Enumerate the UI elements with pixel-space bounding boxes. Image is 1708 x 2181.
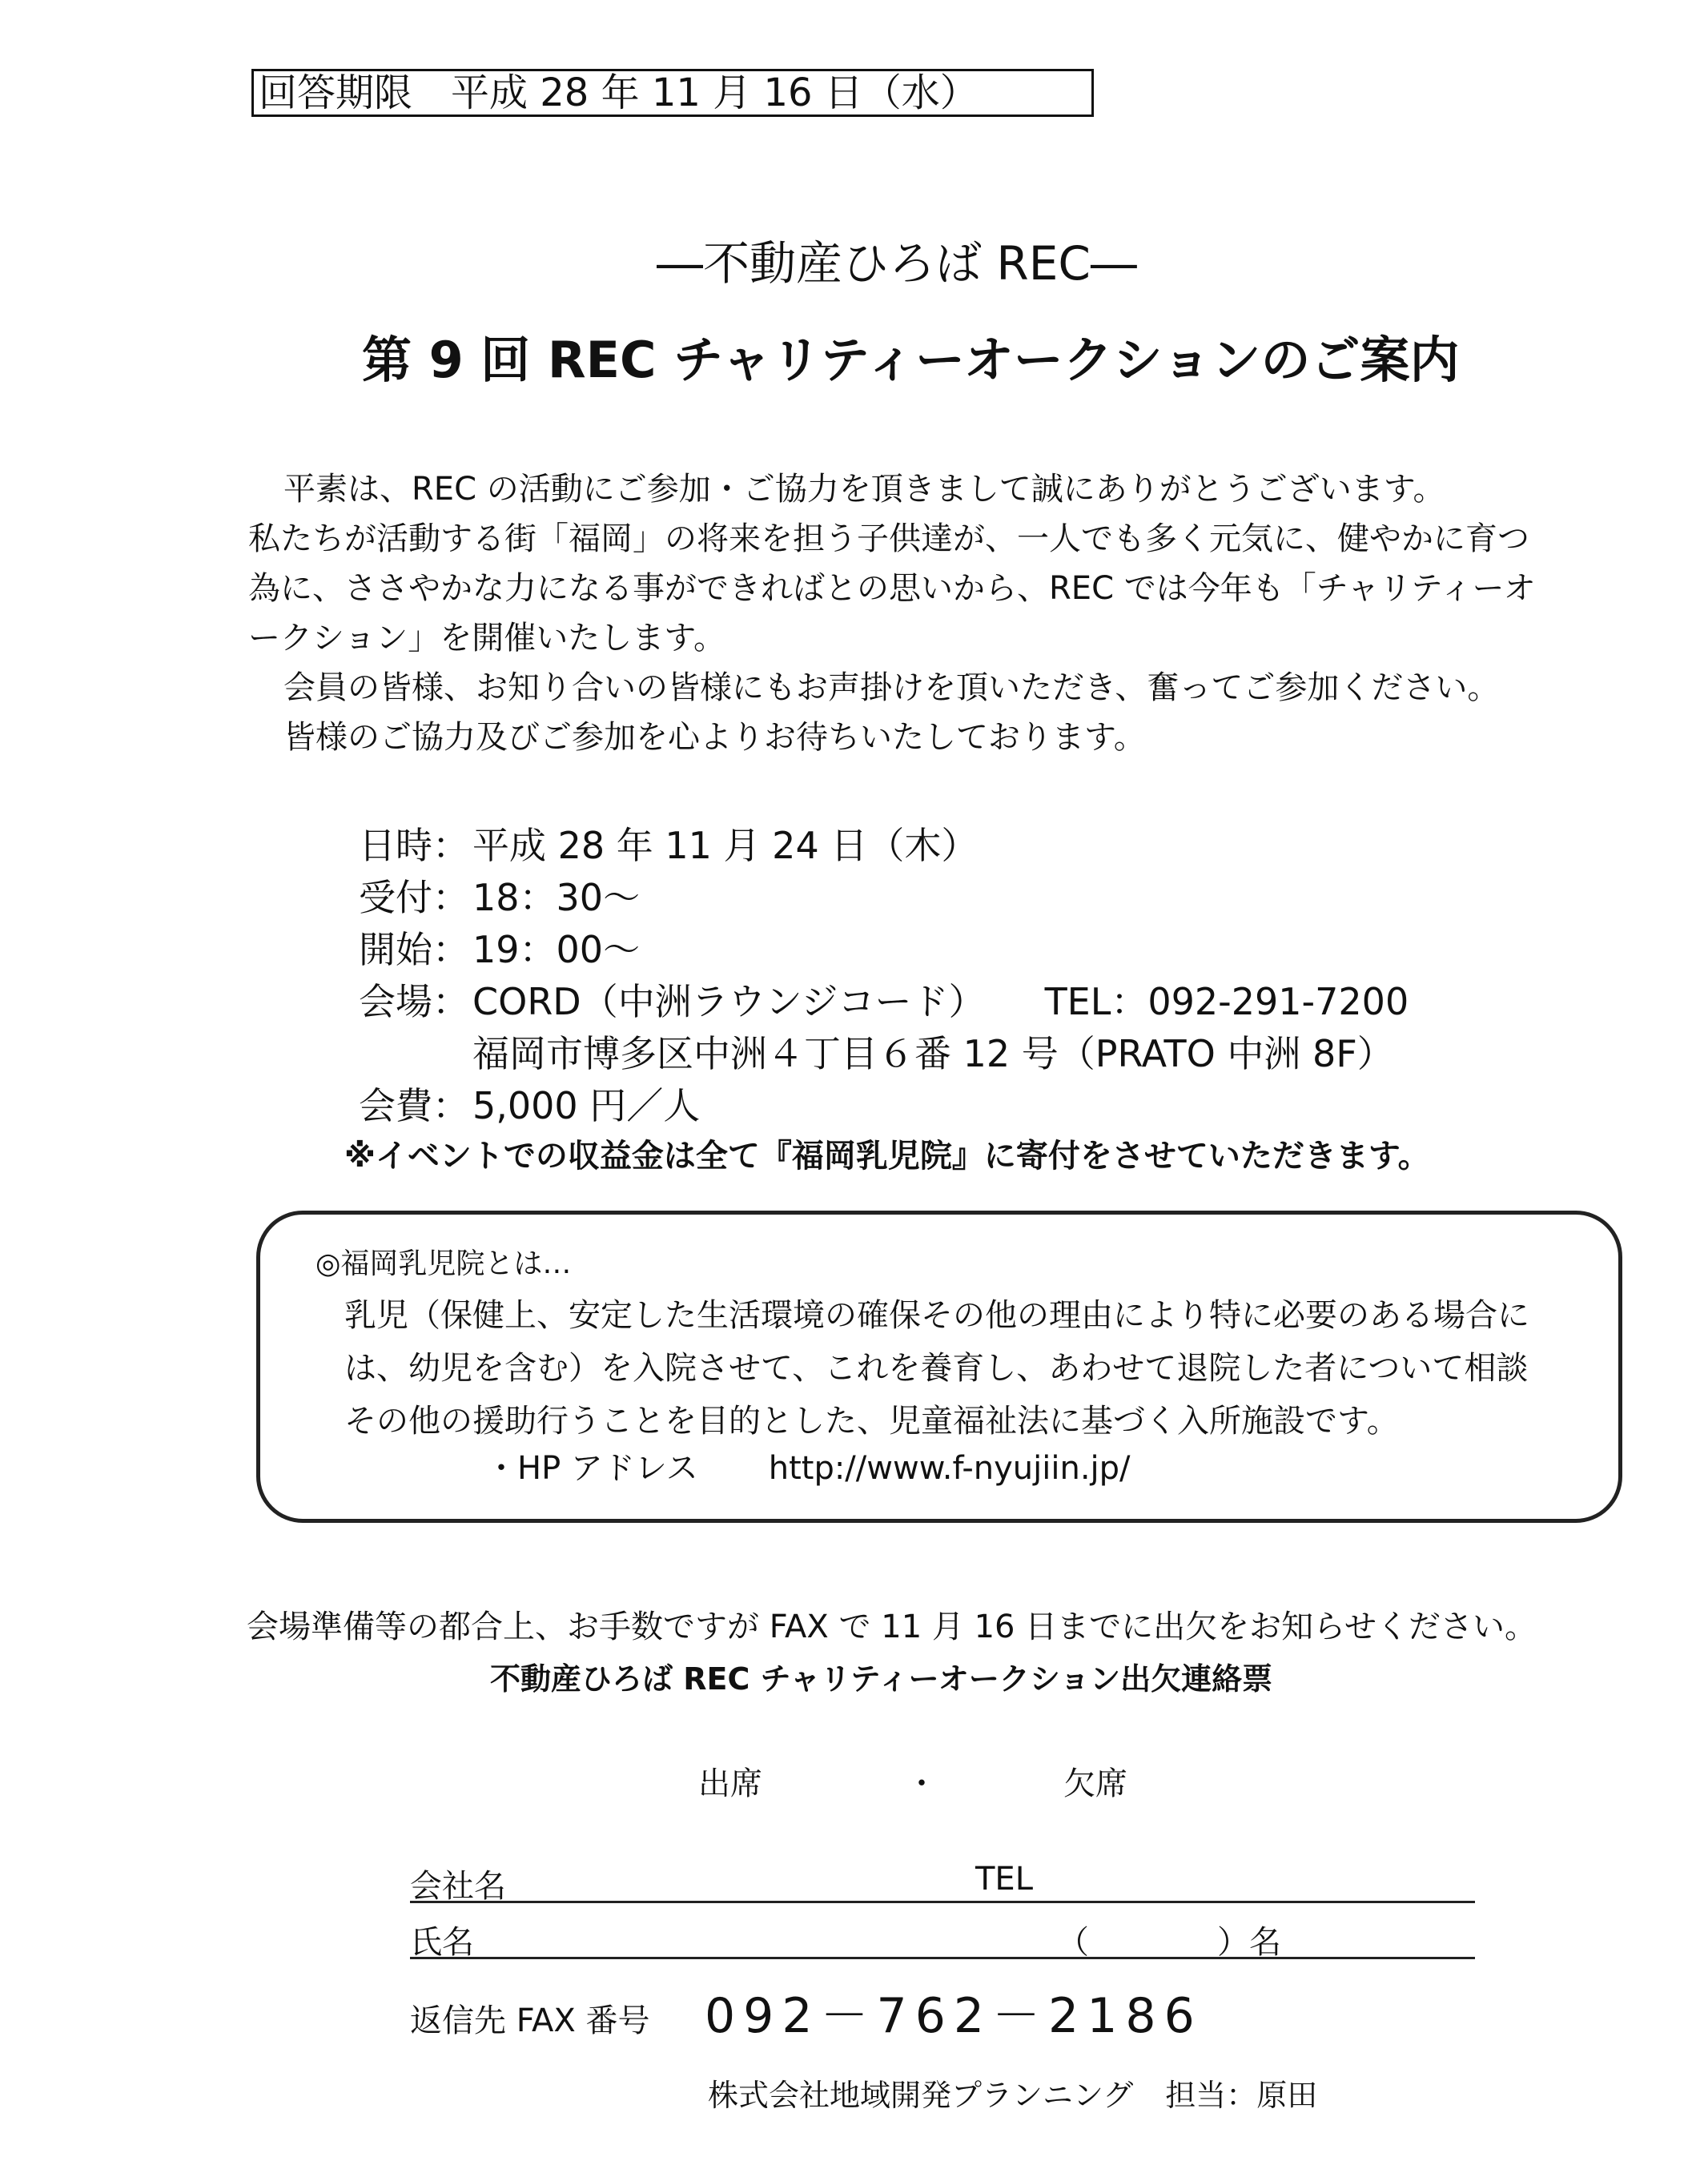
company-row [708,2071,1317,2115]
company-field-label: 会社名 [410,1868,506,1905]
date-row [359,820,1409,872]
info-line: その他の援助行うことを目的とした、児童福祉法に基づく入所施設です。 [344,1403,1399,1440]
reception-label: 受付： [359,876,469,919]
company-name: 株式会社地域開発プランニング [708,2078,1134,2113]
start-value: 19：00～ [472,928,641,971]
contact-person: 担当：原田 [1165,2078,1318,2113]
fee-value: 5,000 円／人 [472,1084,701,1127]
intro-line: ークション」を開催いたします。 [248,620,725,657]
attend-option[interactable]: 出席 [698,1765,762,1802]
fee-row [359,1080,1409,1132]
venue-tel: TEL：092-291-7200 [1044,980,1409,1023]
info-line: 乳児（保健上、安定した生活環境の確保その他の理由により特に必要のある場合に [344,1297,1529,1334]
intro-line: 皆様のご協力及びご参加を心よりお待ちいたしております。 [283,719,1146,756]
event-details [359,820,1409,1132]
intro-line: 私たちが活動する街「福岡」の将来を担う子供達が、一人でも多く元気に、健やかに育つ [248,520,1529,557]
venue-value: CORD（中洲ラウンジコード） [472,980,986,1023]
reception-value: 18：30～ [472,876,641,919]
date-value: 平成 28 年 11 月 24 日（木） [472,824,979,867]
venue-address: 福岡市博多区中洲４丁目６番 12 号（PRATO 中洲 8F） [472,1032,1394,1075]
absent-option[interactable]: 欠席 [1063,1765,1127,1802]
date-label: 日時： [359,824,469,867]
homepage-row [485,1443,1131,1488]
start-label: 開始： [359,928,469,971]
option-separator: ・ [906,1765,938,1802]
intro-line: 会員の皆様、お知り合いの皆様にもお声掛けを頂いただき、奮ってご参加ください。 [283,669,1500,706]
info-line: は、幼児を含む）を入院させて、これを養育し、あわせて退院した者について相談 [344,1350,1529,1387]
fax-number: 092－762－2186 [705,1988,1203,2044]
reception-row [359,872,1409,924]
page-title: 第 9 回 REC チャリティーオークションのご案内 [362,331,1460,389]
venue-row [359,976,1409,1028]
fax-label: 返信先 FAX 番号 [410,2002,650,2039]
fee-label: 会費： [359,1084,469,1127]
donation-note: ※イベントでの収益金は全て『福岡乳児院』に寄付をさせていただきます。 [344,1138,1430,1175]
intro-line: 為に、ささやかな力になる事ができればとの思いから、REC では今年も「チャリティーオ [248,570,1536,607]
name-field-line[interactable] [410,1957,1475,1959]
tel-field-label: TEL [975,1861,1033,1898]
intro-line: 平素は、REC の活動にご参加・ご協力を頂きまして誠にありがとうございます。 [283,471,1445,508]
organizer-heading: ―不動産ひろば REC― [657,236,1137,291]
info-heading: ◎福岡乳児院とは… [315,1247,572,1280]
response-deadline: 回答期限 平成 28 年 11 月 16 日（水） [251,69,1094,117]
homepage-label: ・HP アドレス [485,1450,698,1487]
venue-label: 会場： [359,980,469,1023]
count-field-label: （ ）名 [1057,1924,1281,1961]
reply-form-title: 不動産ひろば REC チャリティーオークション出欠連絡票 [490,1661,1273,1697]
start-row [359,924,1409,976]
intro-paragraph [248,464,1610,762]
name-field-label: 氏名 [410,1924,474,1961]
homepage-link[interactable]: http://www.f-nyujiin.jp/ [768,1450,1131,1487]
fax-request: 会場準備等の都合上、お手数ですが FAX で 11 月 16 日までに出欠をお知らせください。 [247,1609,1537,1645]
company-field-line[interactable] [410,1901,1475,1903]
info-description [344,1289,1529,1448]
